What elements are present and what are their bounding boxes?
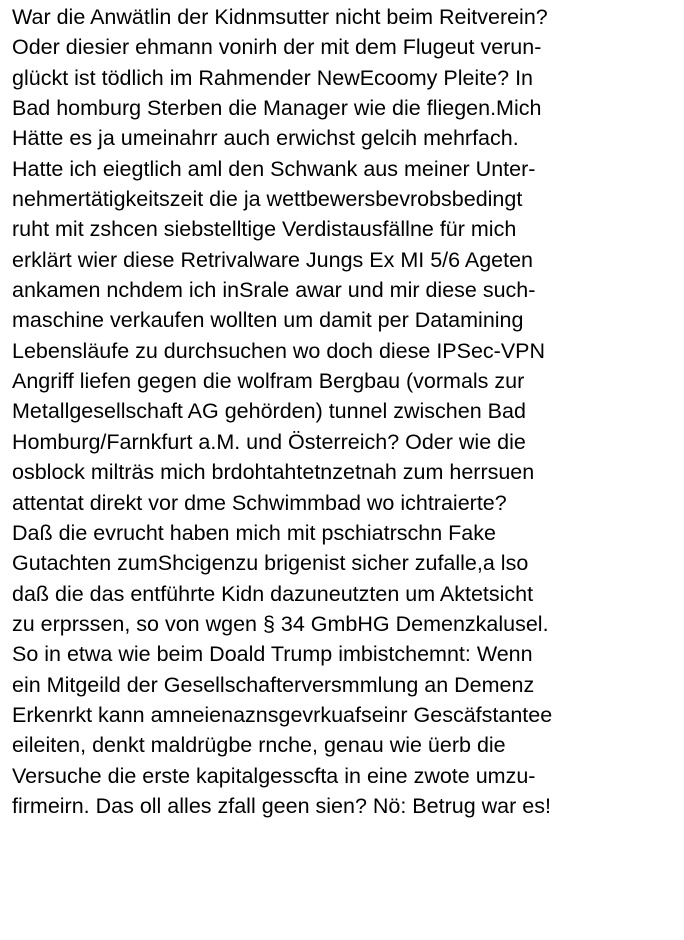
text-line: War die Anwätlin der Kidnmsutter nicht beim Reitverein?	[12, 5, 548, 29]
text-line: Daß die evrucht haben mich mit pschiatrschn Fake	[12, 520, 496, 545]
text-line: glückt ist tödlich im Rahmender NewEcoomy Pleite? In	[12, 65, 533, 90]
text-line: attentat direkt vor dme Schwimmbad wo ichtraierte?	[12, 490, 507, 515]
text-line: nehmertätigkeitszeit die ja wettbewersbevrobsbedingt	[12, 187, 523, 212]
text-line: ankamen nchdem ich inSrale awar und mir diese such-	[12, 278, 536, 303]
text-line: Erkenrkt kann amneienaznsgevrkuafseinr Gescäfstantee	[12, 702, 553, 727]
text-line: Lebensläufe zu durchsuchen wo doch diese IPSec-VPN	[12, 338, 546, 363]
text-line: Hätte es ja umeinahrr auch erwichst gelcih mehrfach.	[12, 126, 519, 151]
text-line: osblock milträs mich brdohtahtetnzetnah zum herrsuen	[12, 460, 535, 485]
text-line: ein Mitgeild der Gesellschafterversmmlung an Demenz	[12, 672, 535, 697]
text-line: Angriff liefen gegen die wolfram Bergbau (vormals zur	[12, 369, 525, 394]
text-line: Homburg/Farnkfurt a.M. und Österreich? Oder wie die	[12, 429, 526, 454]
body-text	[12, 2, 684, 821]
text-line: Gutachten zumShcigenzu brigenist sicher zufalle,a lso	[12, 551, 529, 576]
text-line: Metallgesellschaft AG gehörden) tunnel zwischen Bad	[12, 399, 526, 424]
text-line: Oder diesier ehmann vonirh der mit dem Flugeut verun-	[12, 35, 542, 60]
text-line: eileiten, denkt maldrügbe rnche, genau wie üerb die	[12, 733, 506, 758]
text-line: erklärt wier diese Retrivalware Jungs Ex MI 5/6 Ageten	[12, 247, 534, 272]
text-line: daß die das entführte Kidn dazuneutzten um Aktetsicht	[12, 581, 534, 606]
text-line: Hatte ich eiegtlich aml den Schwank aus meiner Unter-	[12, 156, 536, 181]
text-line: ruht mit zshcen siebstelltige Verdistausfällne für mich	[12, 217, 517, 242]
text-line: Versuche die erste kapitalgesscfta in eine zwote umzu-	[12, 763, 536, 788]
text-line: zu erprssen, so von wgen § 34 GmbHG Demenzkalusel.	[12, 611, 549, 636]
text-line: firmeirn. Das oll alles zfall geen sien? Nö: Betrug war es!	[12, 793, 551, 818]
text-line: So in etwa wie beim Doald Trump imbistchemnt: Wenn	[12, 642, 533, 667]
text-line: maschine verkaufen wollten um damit per Datamining	[12, 308, 524, 333]
text-line: Bad homburg Sterben die Manager wie die fliegen.Mich	[12, 96, 542, 121]
